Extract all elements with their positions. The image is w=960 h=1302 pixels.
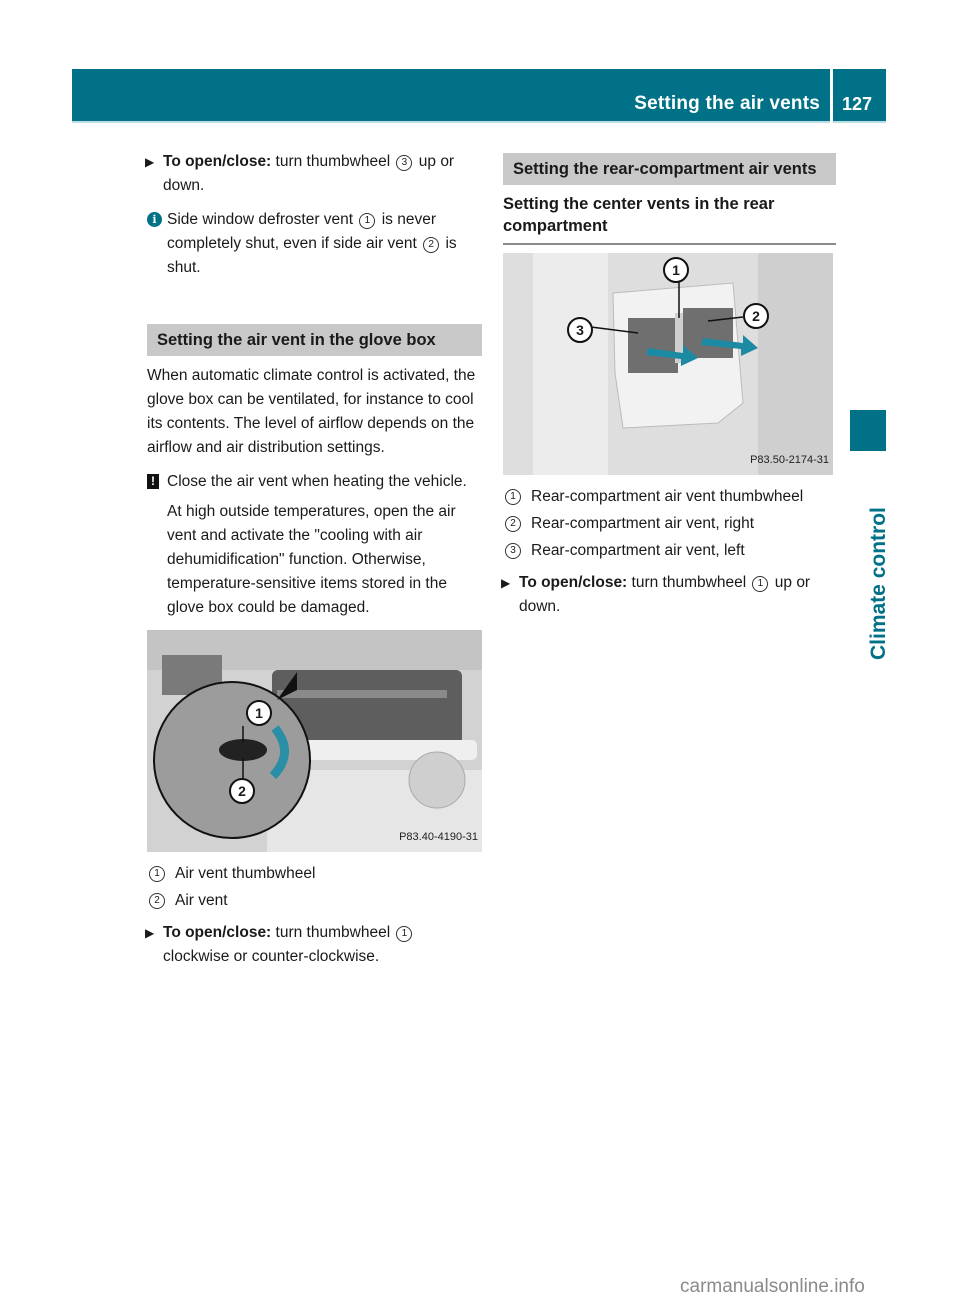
legend-text: Rear-compartment air vent, left xyxy=(531,542,745,559)
info-note xyxy=(147,208,482,280)
rear-vents-figure xyxy=(503,253,833,475)
step-instruction xyxy=(503,571,836,619)
warning-icon: ! xyxy=(147,474,159,489)
note-text: is never completely shut, even if side air vent xyxy=(167,211,437,252)
step-label: To open/close: xyxy=(163,153,272,170)
info-icon: i xyxy=(147,212,162,227)
section-title: Setting the air vents xyxy=(634,93,820,114)
step-arrow-icon: ▶ xyxy=(145,926,155,940)
legend-text: Air vent xyxy=(175,892,228,909)
legend-text: Rear-compartment air vent thumbwheel xyxy=(531,488,804,505)
right-column xyxy=(503,153,836,629)
step-instruction xyxy=(147,921,482,969)
callout-1: 1 xyxy=(246,700,272,726)
figure-caption: P83.50-2174-31 xyxy=(750,454,829,466)
step-text: turn thumbwheel xyxy=(275,924,391,941)
side-tab-marker xyxy=(850,410,886,451)
step-instruction xyxy=(147,150,482,198)
step-text: up or down. xyxy=(519,574,811,615)
step-label: To open/close: xyxy=(163,924,272,941)
callout-ref-icon: 1 xyxy=(359,213,375,229)
step-text: turn thumbwheel xyxy=(631,574,747,591)
legend-item xyxy=(503,512,836,536)
callout-2: 2 xyxy=(229,778,255,804)
callout-ref-icon: 1 xyxy=(149,866,165,882)
callout-1: 1 xyxy=(663,257,689,283)
step-text: turn thumbwheel xyxy=(275,153,391,170)
rear-vents-illustration xyxy=(503,253,833,475)
warning-text: Close the air vent when heating the vehicle. xyxy=(167,473,467,490)
note-text: Side window defroster vent xyxy=(167,211,354,228)
step-text: up or down. xyxy=(163,153,455,194)
callout-ref-icon: 1 xyxy=(396,926,412,942)
legend-item xyxy=(503,485,836,509)
callout-ref-icon: 2 xyxy=(149,893,165,909)
callout-ref-icon: 2 xyxy=(423,237,439,253)
left-column xyxy=(147,150,482,979)
step-label: To open/close: xyxy=(519,574,628,591)
intro-paragraph: When automatic climate control is activated, the glove box can be ventilated, for instance to cool its contents. The level of airflow depends on the airflow and air distribution settings. xyxy=(147,367,476,456)
legend-text: Air vent thumbwheel xyxy=(175,865,316,882)
step-text: clockwise or counter-clockwise. xyxy=(163,948,380,965)
callout-ref-icon: 3 xyxy=(505,543,521,559)
legend-item xyxy=(147,889,482,913)
callout-ref-icon: 3 xyxy=(396,155,412,171)
watermark: carmanualsonline.info xyxy=(680,1276,865,1297)
legend-item xyxy=(503,539,836,563)
callout-2: 2 xyxy=(743,303,769,329)
callout-ref-icon: 1 xyxy=(505,489,521,505)
section-heading-glove-box: Setting the air vent in the glove box xyxy=(147,324,482,356)
callout-3: 3 xyxy=(567,317,593,343)
warning-text: At high outside temperatures, open the air vent and activate the "cooling with air dehumidification" function. Otherwise, temperature-sensitive items stored in the glove box could be damaged. xyxy=(167,503,456,616)
glove-box-figure xyxy=(147,630,482,852)
warning-note xyxy=(147,470,482,620)
callout-ref-icon: 1 xyxy=(752,576,768,592)
section-heading-rear: Setting the rear-compartment air vents xyxy=(503,153,836,185)
step-arrow-icon: ▶ xyxy=(145,155,155,169)
page-number-box xyxy=(833,69,886,123)
page-number: 127 xyxy=(842,94,873,114)
figure-caption: P83.40-4190-31 xyxy=(399,831,478,843)
note-text: is shut. xyxy=(167,235,457,276)
sub-heading-center-vents: Setting the center vents in the rear compartment xyxy=(503,193,836,245)
side-tab-label: Climate control xyxy=(867,507,890,660)
glove-box-illustration xyxy=(147,630,482,852)
legend-item xyxy=(147,862,482,886)
header-bar xyxy=(72,69,830,123)
legend-text: Rear-compartment air vent, right xyxy=(531,515,755,532)
step-arrow-icon: ▶ xyxy=(501,576,511,590)
callout-ref-icon: 2 xyxy=(505,516,521,532)
